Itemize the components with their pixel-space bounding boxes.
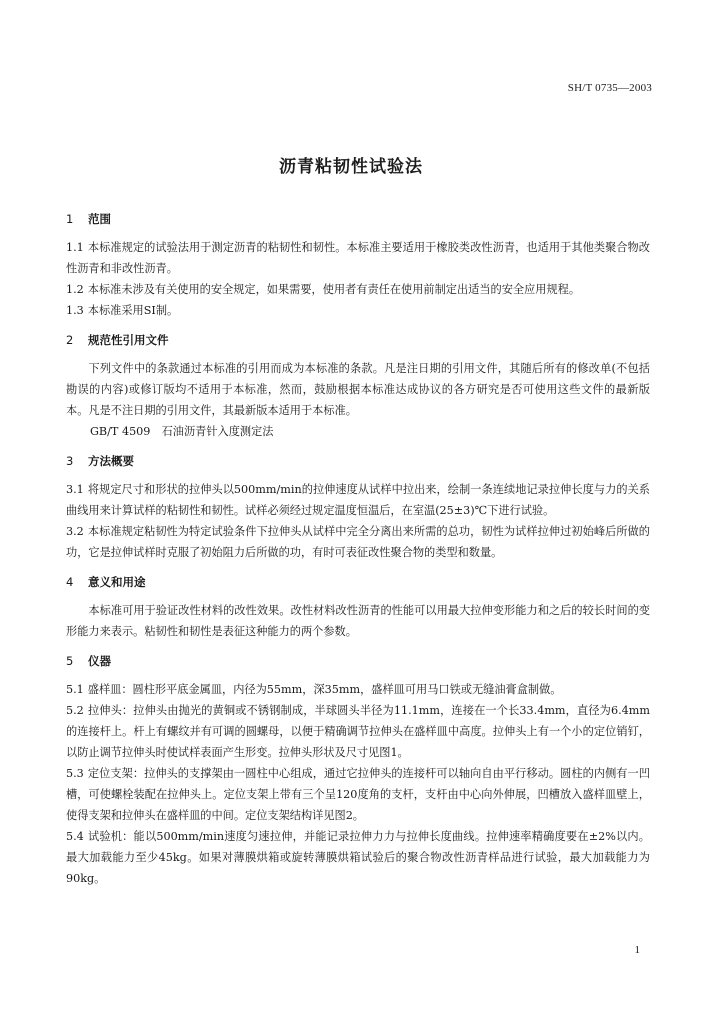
- normative-reference: GB/T 4509 石油沥青针入度测定法: [90, 425, 274, 438]
- clause-3-2: 3.2 本标准规定粘韧性为特定试验条件下拉伸头从试样中完全分离出来所需的总功，韧性为试样拉伸过初始峰后所做的功，它是拉伸试样时克服了初始阻力后所做的功，有时可表征改性聚合物的类型和数量。: [66, 525, 650, 559]
- section-heading-5: 5 仪器: [66, 654, 111, 668]
- document-body: [66, 210, 650, 889]
- section-2-intro: 下列文件中的条款通过本标准的引用而成为本标准的条款。凡是注日期的引用文件，其随后所有的修改单(不包括勘误的内容)或修订版均不适用于本标准，然而，鼓励根据本标准达成协议的各方研究是否可使用这些文件的最新版本。凡是不注日期的引用文件，其最新版本适用于本标准。: [66, 362, 650, 417]
- standard-code: SH/T 0735—2003: [567, 82, 652, 94]
- clause-1-2: 1.2 本标准未涉及有关使用的安全规定，如果需要，使用者有责任在使用前制定出适当的安全应用规程。: [66, 283, 581, 296]
- section-heading-1: 1 范围: [66, 212, 111, 226]
- document-title: 沥青粘韧性试验法: [279, 157, 423, 177]
- section-heading-3: 3 方法概要: [66, 454, 134, 468]
- clause-3-1: 3.1 将规定尺寸和形状的拉伸头以500mm/min的拉伸速度从试样中拉出来，绘制一条连续地记录拉伸长度与力的关系曲线用来计算试样的粘韧性和韧性。试样必须经过规定温度恒温后，在室温(25±3)℃下进行试验。: [66, 483, 650, 517]
- section-heading-4: 4 意义和用途: [66, 575, 146, 589]
- section-heading-2: 2 规范性引用文件: [66, 333, 169, 347]
- clause-5-2: 5.2 拉伸头：拉伸头由抛光的黄铜或不锈钢制成，半球圆头半径为11.1mm，连接在一个长33.4mm，直径为6.4mm的连接杆上。杆上有螺纹并有可调的圆螺母，以便于精确调节拉伸头在盛样皿中高度。拉伸头上有一个小的定位销钉，以防止调节拉伸头时使试样表面产生形变。拉伸头形状及尺寸见图1。: [66, 704, 650, 759]
- clause-5-1: 5.1 盛样皿：圆柱形平底金属皿，内径为55mm，深35mm，盛样皿可用马口铁或无缝油膏盒制做。: [66, 683, 562, 696]
- clause-1-1: 1.1 本标准规定的试验法用于测定沥青的粘韧性和韧性。本标准主要适用于橡胶类改性沥青，也适用于其他类聚合物改性沥青和非改性沥青。: [66, 241, 650, 275]
- clause-5-3: 5.3 定位支架：拉伸头的支撑架由一圆柱中心组成，通过它拉伸头的连接杆可以轴向自由平行移动。圆柱的内侧有一凹槽，可使螺栓装配在拉伸头上。定位支架上带有三个呈120度角的支杆，支杆由中心向外伸展，凹槽放入盛样皿壁上，使得支架和拉伸头在盛样皿的中间。定位支架结构详见图2。: [66, 767, 650, 822]
- clause-5-4: 5.4 试验机：能以500mm/min速度匀速拉伸，并能记录拉伸力力与拉伸长度曲线。拉伸速率精确度要在±2%以内。最大加载能力至少45kg。如果对薄膜烘箱或旋转薄膜烘箱试验后的聚合物改性沥青样品进行试验，最大加载能力为90kg。: [66, 830, 650, 885]
- clause-1-3: 1.3 本标准采用SI制。: [66, 304, 179, 317]
- page-number: 1: [634, 944, 640, 956]
- section-4-text: 本标准可用于验证改性材料的改性效果。改性材料改性沥青的性能可以用最大拉伸变形能力和之后的较长时间的变形能力来表示。粘韧性和韧性是表征这种能力的两个参数。: [66, 604, 650, 638]
